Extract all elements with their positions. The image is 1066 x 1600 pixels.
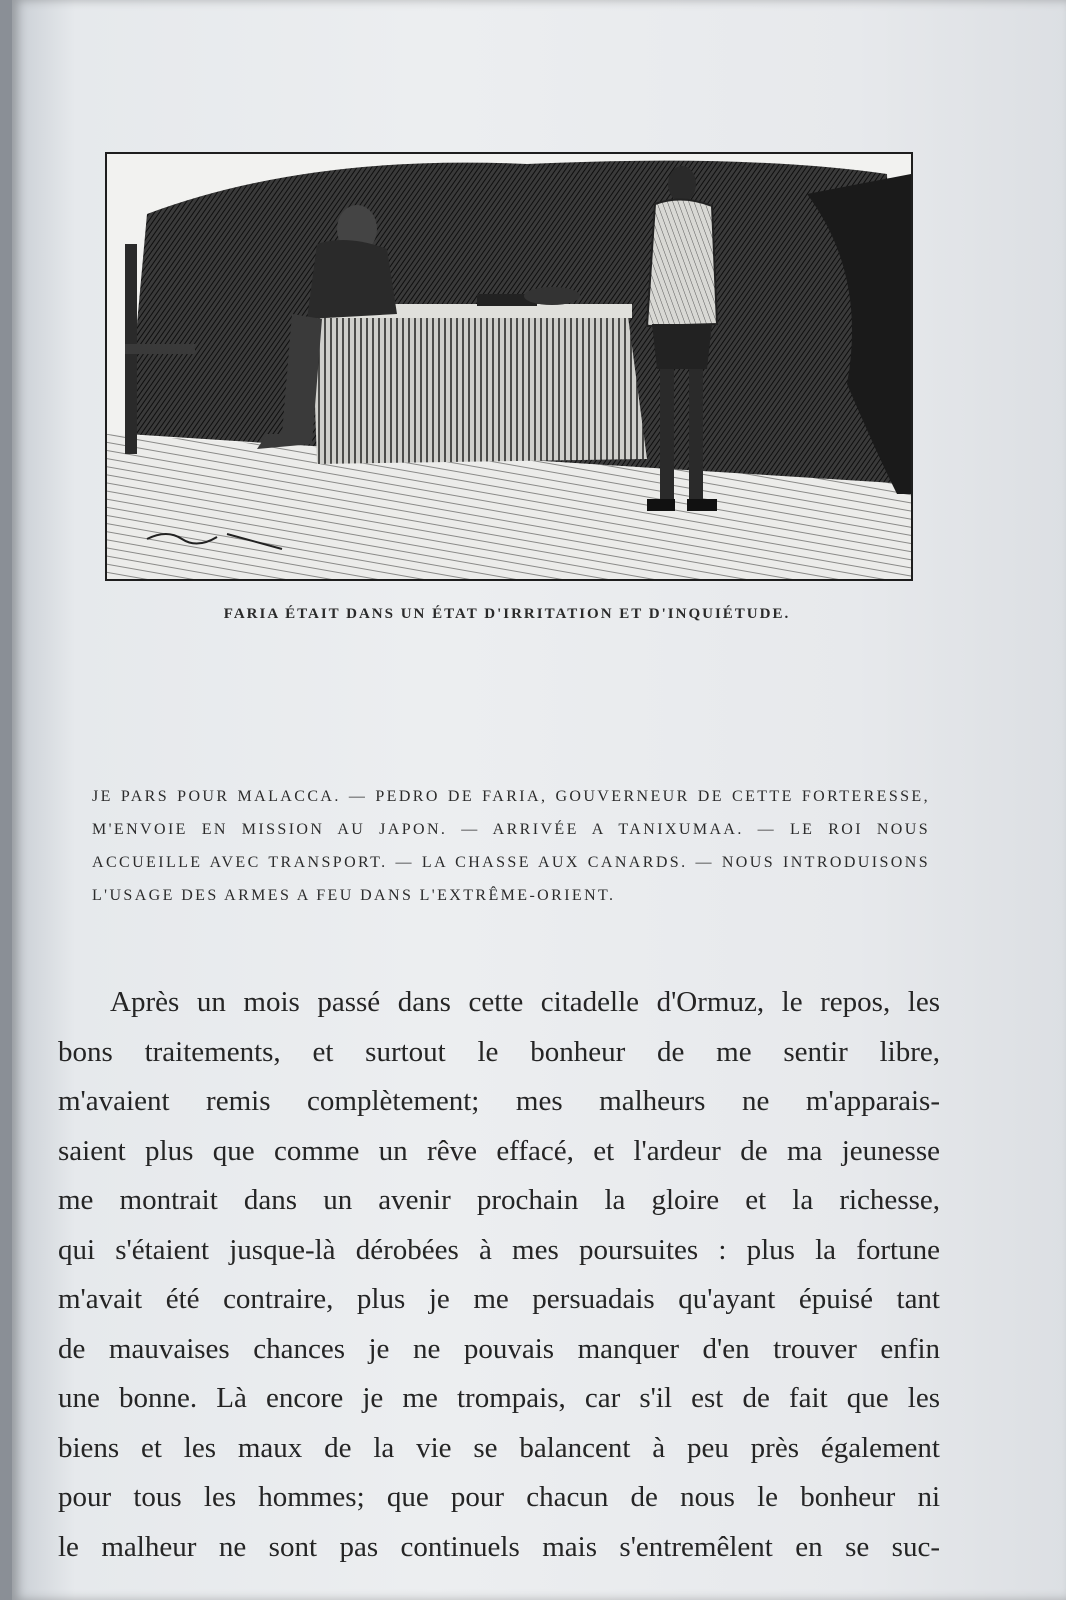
text-line: le malheur ne sont pas continuels mais s'entremêlent en se suc-: [58, 1530, 940, 1563]
text-line: bons traitements, et surtout le bonheur de me sentir libre,: [58, 1035, 940, 1068]
text-line: m'avaient remis complètement; mes malheurs ne m'apparais-: [58, 1085, 940, 1117]
text-line: de mauvaises chances je ne pouvais manquer d'en trouver enfin: [58, 1332, 940, 1365]
text-line: qui s'étaient jusque-là dérobées à mes poursuites : plus la fortune: [58, 1233, 940, 1266]
text-line: m'avait été contraire, plus je me persuadais qu'ayant épuisé tant: [58, 1283, 940, 1315]
chapter-summary: JE PARS POUR MALACCA. — PEDRO DE FARIA, GOUVERNEUR DE CETTE FORTERESSE, M'ENVOIE EN MISSION AU JAPON. — ARRIVÉE A TANIXUMAA. — LE ROI NOUS ACCUEILLE AVEC TRANSPORT. — LA CHASSE AUX CANARDS. — NOUS INTRODUISONS L'USAGE DES ARMES A FEU DANS L'EXTRÊME-ORIENT.: [92, 788, 930, 904]
engraving-scene: [107, 154, 911, 579]
text-line: me montrait dans un avenir prochain la gloire et la richesse,: [58, 1184, 940, 1216]
book-page: [12, 0, 1066, 1600]
engraving-illustration: [105, 152, 913, 581]
text-line: saient plus que comme un rêve effacé, et l'ardeur de ma jeunesse: [58, 1134, 940, 1167]
text-line: Après un mois passé dans cette citadelle d'Ormuz, le repos, les: [110, 986, 940, 1018]
text-line: une bonne. Là encore je me trompais, car s'il est de fait que les: [58, 1382, 940, 1414]
text-line: biens et les maux de la vie se balancent à peu près également: [58, 1431, 940, 1464]
body-paragraph: [58, 978, 940, 1572]
illustration-caption: FARIA ÉTAIT DANS UN ÉTAT D'IRRITATION ET D'INQUIÉTUDE.: [223, 606, 791, 622]
text-line: pour tous les hommes; que pour chacun de nous le bonheur ni: [58, 1481, 940, 1513]
